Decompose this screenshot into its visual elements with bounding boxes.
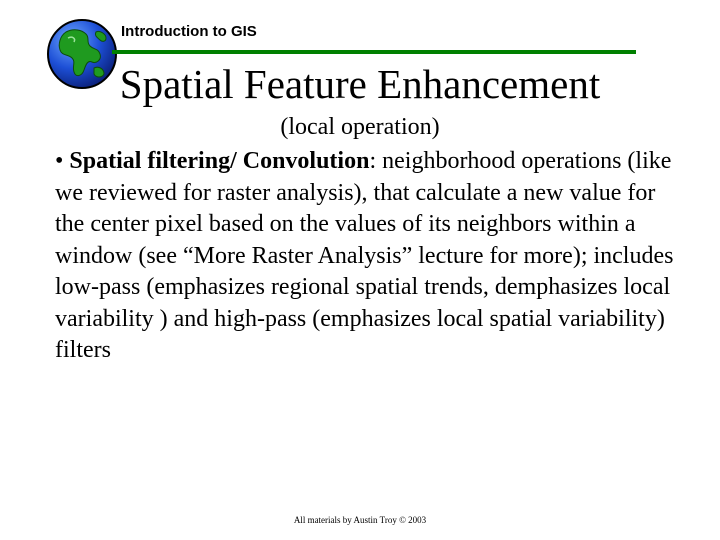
bullet-text: : neighborhood operations (like we reviewed for raster analysis), that calculate a new value for the center pixel based on the values of its neighbors within a window (see “More Raster Analysis” lecture for more); includes low-pass (emphasizes regional spatial trends, demphasizes local variability ) and high-pass (emphasizes local spatial variability) filters (55, 148, 674, 363)
footer-credit (0, 515, 720, 525)
bullet-term: Spatial filtering/ Convolution (69, 148, 370, 174)
bullet-paragraph (55, 146, 675, 367)
course-label: Introduction to GIS (121, 23, 257, 40)
footer-credit-text: All materials by Austin Troy © 2003 (293, 515, 427, 525)
slide-title: Spatial Feature Enhancement (119, 61, 601, 107)
bullet-marker: • (55, 148, 70, 174)
slide-subtitle (0, 112, 720, 142)
header-divider (112, 50, 636, 54)
subtitle-text: (local operation) (280, 114, 440, 140)
